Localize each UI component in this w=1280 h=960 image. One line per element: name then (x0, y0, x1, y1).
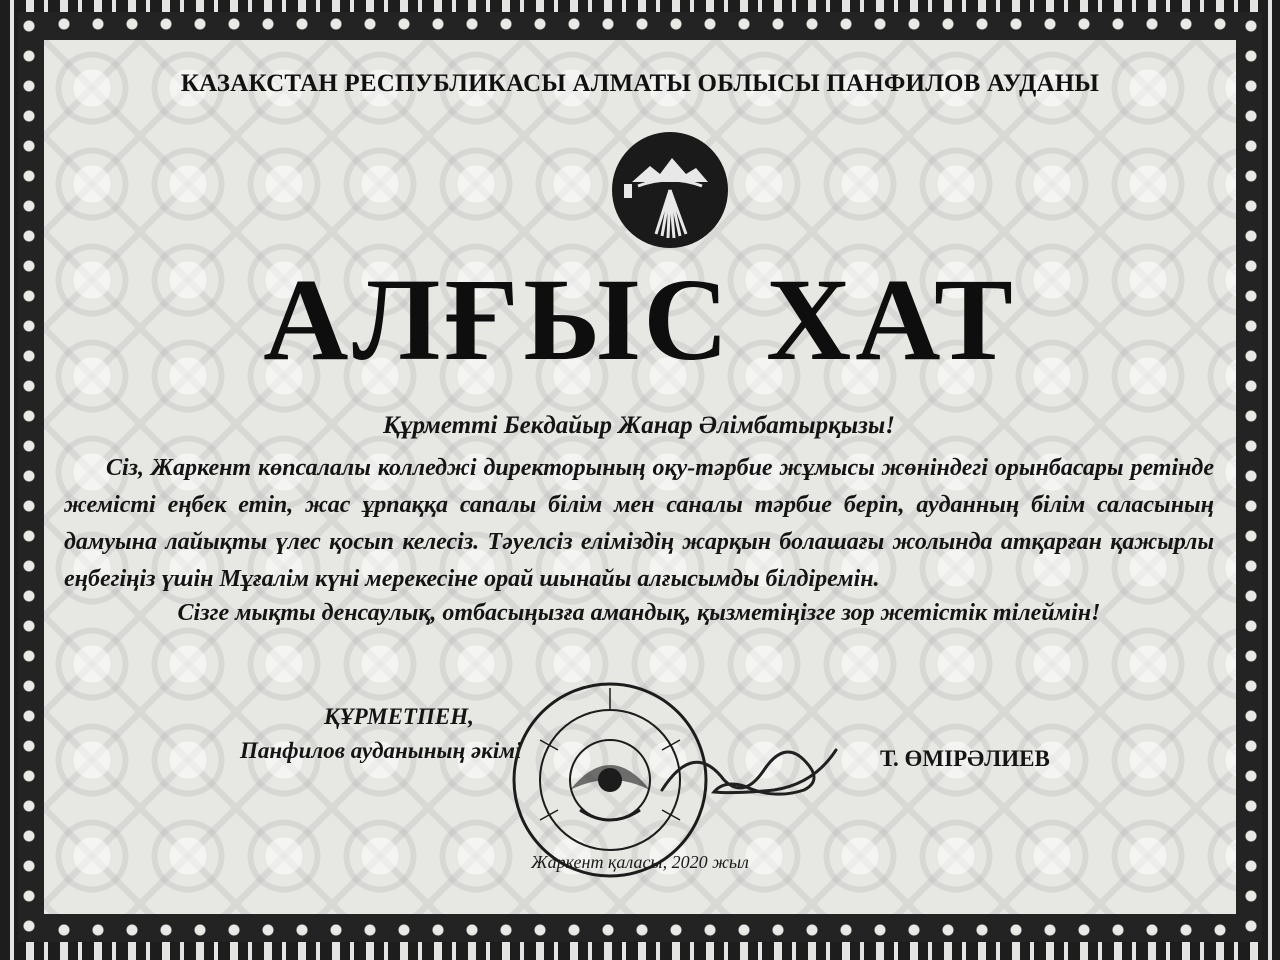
respect-closing: ҚҰРМЕТПЕН, (324, 704, 474, 729)
signature-block (240, 704, 521, 764)
district-emblem-icon (610, 130, 730, 250)
gratitude-paragraph: Сіз, Жаркент көпсалалы колледжі директорының оқу-тәрбие жұмысы жөніндегі орынбасары ретінде жемісті еңбек етіп, жас ұрпаққа сапалы білім мен саналы тәрбие беріп, ауданның білім саласының дамуына лайықты үлес қосып келесіз. Тәуелсіз еліміздің жарқын болашағы жолында атқарған қажырлы еңбегіңіз үшін Мұғалім күні мерекесіне орай шынайы алғысымды білдіремін. (64, 455, 1214, 592)
border-ornament-right (1240, 12, 1262, 942)
wishes-line: Сізге мықты денсаулық, отбасыңызға амандық, қызметіңізге зор жетістік тілеймін! (177, 600, 1101, 626)
certificate-body (64, 412, 1214, 651)
issuer-header: КАЗАКСТАН РЕСПУБЛИКАСЫ АЛМАТЫ ОБЛЫСЫ ПАНФИЛОВ АУДАНЫ (180, 70, 1100, 97)
border-ornament-top (18, 12, 1262, 36)
certificate-title: АЛҒЫС ХАТ (263, 254, 1017, 385)
salutation: Құрметті Бекдайыр Жанар Әлімбатырқызы! (383, 412, 895, 439)
signer-name: Т. ӨМІРӘЛИЕВ (880, 746, 1050, 771)
handwritten-signature (654, 720, 844, 810)
certificate-paper (44, 40, 1236, 914)
signer-title: Панфилов ауданының әкімі (240, 738, 522, 763)
place-and-year: Жаркент қаласы, 2020 жыл (531, 852, 749, 872)
border-ornament-left (18, 12, 40, 942)
border-ornament-bottom (18, 918, 1262, 942)
